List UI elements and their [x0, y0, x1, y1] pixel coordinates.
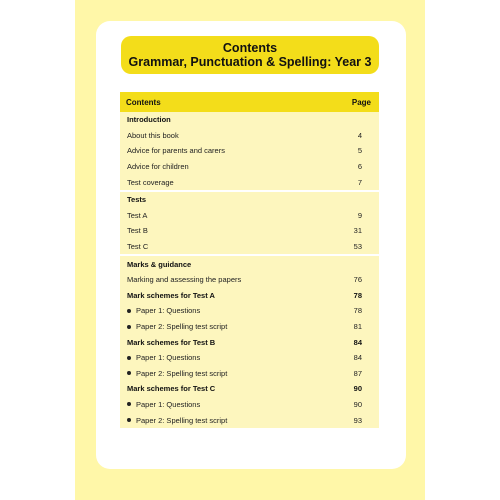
toc-entry-page: 4	[357, 130, 362, 140]
toc-entry	[120, 397, 379, 413]
page-subtitle: Grammar, Punctuation & Spelling: Year 3	[128, 55, 372, 69]
toc-entry-page: 78	[353, 290, 362, 300]
toc-entry-page: 90	[353, 399, 362, 409]
toc-entry-label: Advice for children	[127, 162, 189, 172]
toc-entry-page: 87	[353, 368, 362, 378]
toc-entry-page: 81	[353, 322, 362, 332]
toc-entry-label-wrap	[127, 275, 241, 284]
toc-entry-page: 76	[353, 275, 362, 285]
header-page: Page	[351, 97, 371, 107]
toc-entry-label-wrap	[127, 226, 148, 235]
bullet-icon	[127, 371, 131, 375]
toc-entry-label: Test C	[127, 242, 149, 252]
toc-entry-label-wrap	[127, 306, 200, 315]
toc-entry	[120, 159, 379, 175]
toc-entry	[120, 174, 379, 190]
toc-entry-label: Mark schemes for Test A	[127, 290, 215, 300]
toc-entry-label-wrap	[127, 131, 179, 140]
toc-entry-page: 9	[357, 210, 362, 220]
toc-section	[120, 192, 379, 256]
bullet-icon	[127, 325, 131, 329]
toc-entry-label-wrap	[127, 384, 215, 393]
toc-entry-label: Mark schemes for Test C	[127, 384, 216, 394]
section-heading	[120, 192, 379, 208]
toc-entry-page: 84	[353, 337, 362, 347]
toc-entry	[120, 143, 379, 159]
toc-entry-label: Test coverage	[127, 177, 174, 187]
toc-entry-label: Advice for parents and carers	[127, 146, 225, 156]
toc-entry-page: 5	[357, 146, 362, 156]
toc-entry-label: Paper 1: Questions	[136, 306, 201, 316]
toc-entry-page: 53	[353, 242, 362, 252]
toc-entry-page: 78	[353, 306, 362, 316]
bullet-icon	[127, 356, 131, 360]
toc-section	[120, 256, 379, 430]
toc-entry	[120, 319, 379, 335]
toc-entry	[120, 334, 379, 350]
toc-entry	[120, 208, 379, 224]
toc-entry-label-wrap	[127, 291, 215, 300]
toc-entry-label: Paper 2: Spelling test script	[136, 368, 228, 378]
toc-entry-label: Paper 2: Spelling test script	[136, 322, 228, 332]
table-header	[120, 92, 379, 112]
toc-entry	[120, 412, 379, 428]
toc-entry-label-wrap	[127, 242, 148, 251]
toc-entry-label-wrap	[127, 146, 225, 155]
section-heading-label: Introduction	[127, 115, 171, 125]
toc-entry-label-wrap	[127, 353, 200, 362]
page-title: Contents	[222, 41, 278, 55]
toc-entry-page: 6	[357, 162, 362, 172]
title-banner	[121, 36, 379, 74]
toc-entry	[120, 223, 379, 239]
toc-entry-page: 7	[357, 177, 362, 187]
contents-table	[120, 92, 379, 430]
toc-entry-label-wrap	[127, 416, 227, 425]
toc-entry	[120, 303, 379, 319]
table-body	[120, 112, 379, 430]
section-heading	[120, 256, 379, 272]
toc-entry	[120, 366, 379, 382]
section-heading-label: Marks & guidance	[127, 259, 192, 269]
header-contents: Contents	[126, 97, 161, 107]
toc-entry-label: Mark schemes for Test B	[127, 337, 216, 347]
toc-entry	[120, 239, 379, 255]
toc-entry-page: 31	[353, 226, 362, 236]
bullet-icon	[127, 402, 131, 406]
toc-entry-label: Paper 1: Questions	[136, 399, 201, 409]
toc-entry	[120, 128, 379, 144]
section-heading-label: Tests	[127, 195, 147, 205]
toc-entry-label: Paper 1: Questions	[136, 353, 201, 363]
toc-entry-label-wrap	[127, 162, 189, 171]
toc-entry	[120, 272, 379, 288]
toc-entry-label-wrap	[127, 322, 227, 331]
toc-entry-label-wrap	[127, 400, 200, 409]
toc-entry-page: 93	[353, 415, 362, 425]
toc-entry-label: Marking and assessing the papers	[127, 275, 242, 285]
bullet-icon	[127, 309, 131, 313]
toc-entry-label-wrap	[127, 211, 147, 220]
toc-entry-label: Test A	[127, 210, 148, 220]
toc-entry-label: Test B	[127, 226, 148, 236]
toc-entry-label: About this book	[127, 130, 179, 140]
toc-entry	[120, 381, 379, 397]
toc-entry-page: 84	[353, 353, 362, 363]
toc-entry-page: 90	[353, 384, 362, 394]
toc-entry	[120, 288, 379, 304]
toc-section	[120, 112, 379, 192]
toc-entry-label-wrap	[127, 338, 215, 347]
section-heading	[120, 112, 379, 128]
bullet-icon	[127, 418, 131, 422]
toc-entry-label: Paper 2: Spelling test script	[136, 415, 228, 425]
toc-entry-label-wrap	[127, 369, 227, 378]
toc-entry	[120, 350, 379, 366]
toc-entry-label-wrap	[127, 178, 174, 187]
